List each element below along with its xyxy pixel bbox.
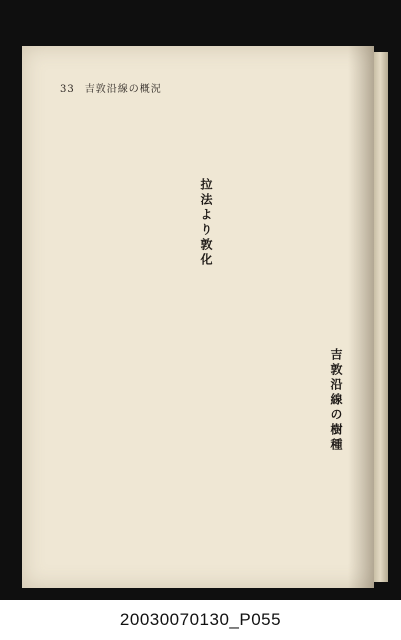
section-heading-lafa-to-dunhua: 拉法より敦化 xyxy=(199,178,213,268)
header-title: 吉敦沿線の概況 xyxy=(84,84,162,95)
body-text-left-column xyxy=(62,98,190,336)
body-text-right-column xyxy=(232,98,380,336)
running-header xyxy=(60,80,162,95)
section-heading-kitton-tree-species: 吉敦沿線の樹種 xyxy=(329,348,343,453)
document-page xyxy=(22,46,374,588)
page-number: 33 xyxy=(60,84,75,95)
body-text-left-lower-column xyxy=(62,348,222,578)
body-text-right-lower-column xyxy=(232,348,322,578)
image-caption: 20030070130_P055 xyxy=(119,610,282,629)
